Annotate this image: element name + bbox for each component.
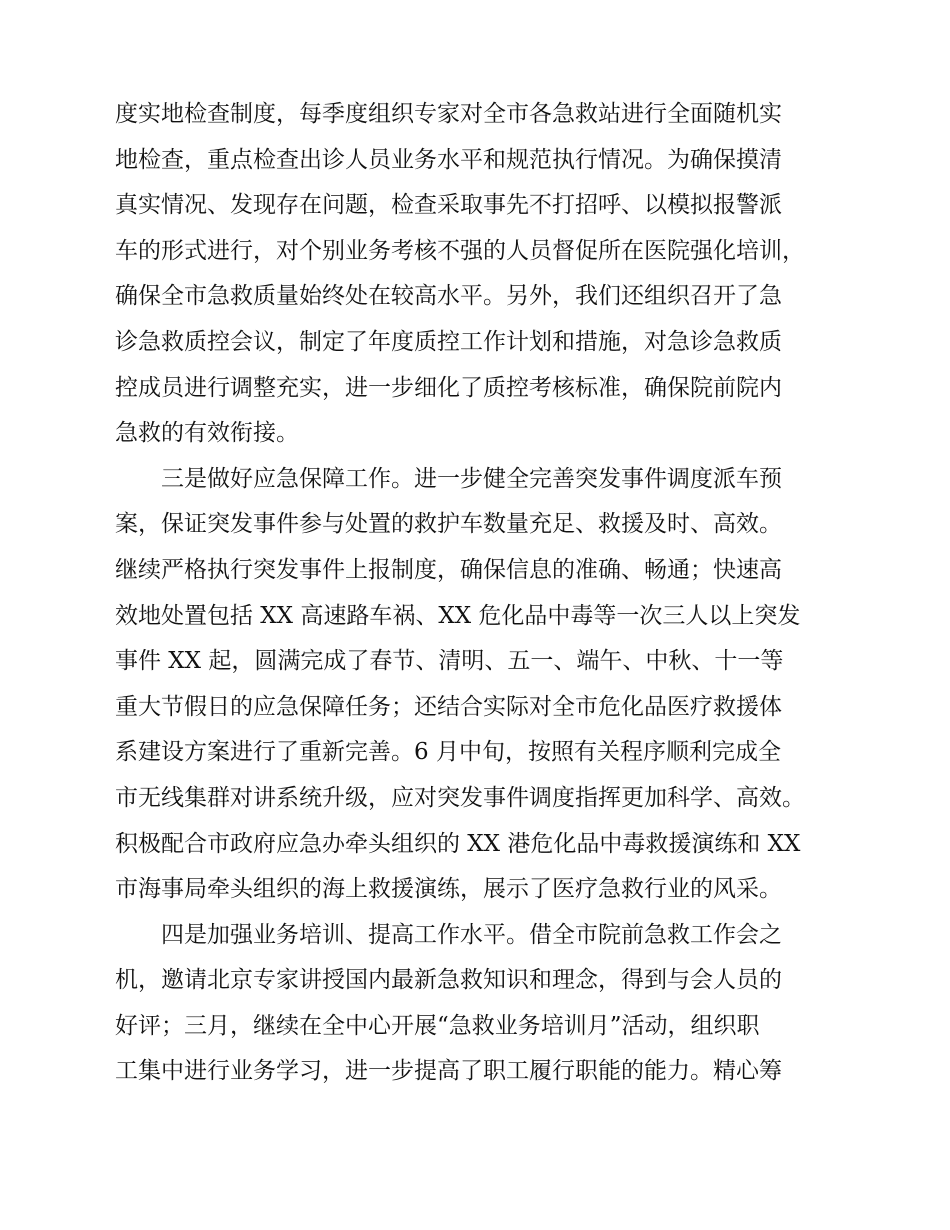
text-line: 案，保证突发事件参与处置的救护车数量充足、救援及时、高效。 xyxy=(115,511,782,538)
text-line: 诊急救质控会议，制定了年度质控工作计划和措施，对急诊急救质 xyxy=(115,328,782,355)
text-line: 控成员进行调整充实，进一步细化了质控考核标准，确保院前院内 xyxy=(115,374,782,401)
text-line: 地检查，重点检查出诊人员业务水平和规范执行情况。为确保摸清 xyxy=(115,146,782,173)
paragraph-first-line: 三是做好应急保障工作。进一步健全完善突发事件调度派车预 xyxy=(161,465,782,492)
text-line: 车的形式进行，对个别业务考核不强的人员督促所在医院强化培训， xyxy=(115,237,805,264)
text-line: 积极配合市政府应急办牵头组织的 XX 港危化品中毒救援演练和 XX xyxy=(115,830,801,857)
text-line: 系建设方案进行了重新完善。6 月中旬，按照有关程序顺利完成全 xyxy=(115,739,781,766)
text-line: 工集中进行业务学习，进一步提高了职工履行职能的能力。精心筹 xyxy=(115,1058,782,1085)
text-line: 市海事局牵头组织的海上救援演练，展示了医疗急救行业的风采。 xyxy=(115,876,782,903)
text-line: 重大节假日的应急保障任务；还结合实际对全市危化品医疗救援体 xyxy=(115,693,782,720)
text-line: 机，邀请北京专家讲授国内最新急救知识和理念，得到与会人员的 xyxy=(115,967,782,994)
text-line: 真实情况、发现存在问题，检查采取事先不打招呼、以模拟报警派 xyxy=(115,192,782,219)
text-line: 确保全市急救质量始终处在较高水平。另外，我们还组织召开了急 xyxy=(115,283,782,310)
text-line: 效地处置包括 XX 高速路车祸、XX 危化品中毒等一次三人以上突发 xyxy=(115,602,801,629)
paragraph-first-line: 四是加强业务培训、提高工作水平。借全市院前急救工作会之 xyxy=(161,921,782,948)
text-line: 急救的有效衔接。 xyxy=(115,420,299,447)
body-text xyxy=(115,92,855,1095)
text-line: 事件 XX 起，圆满完成了春节、清明、五一、端午、中秋、十一等 xyxy=(115,648,784,675)
text-line: 市无线集群对讲系统升级，应对突发事件调度指挥更加科学、高效。 xyxy=(115,784,805,811)
text-line: 度实地检查制度，每季度组织专家对全市各急救站进行全面随机实 xyxy=(115,101,782,127)
text-line: 好评；三月，继续在全中心开展“急救业务培训月”活动，组织职 xyxy=(115,1012,760,1039)
text-line: 继续严格执行突发事件上报制度，确保信息的准确、畅通；快速高 xyxy=(115,556,782,583)
